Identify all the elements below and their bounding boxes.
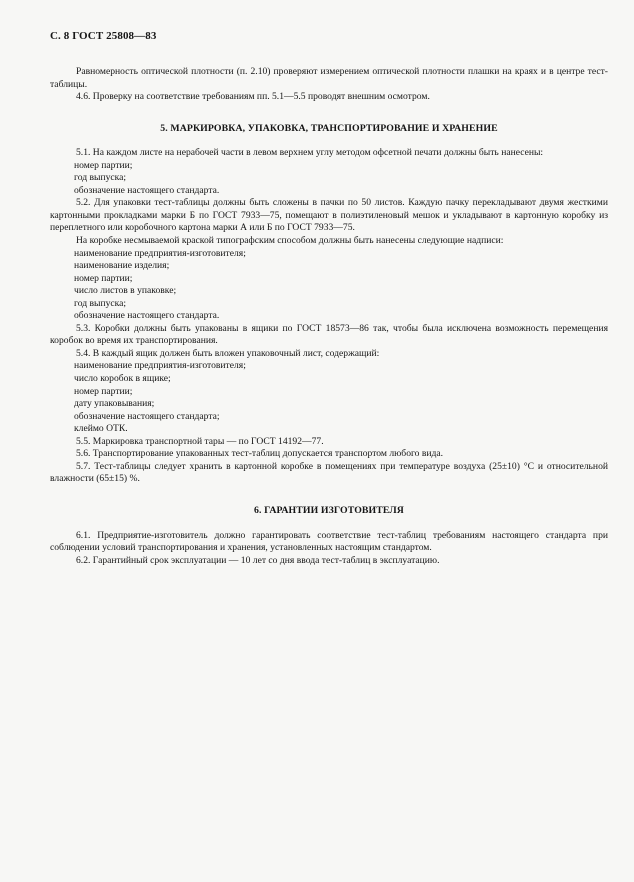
- list-item: год выпуска;: [74, 172, 127, 184]
- paragraph-uniformity: Равномерность оптической плотности (п. 2.10) проверяют измерением оптической плотности плашки на краях и в центре тест-таблицы.: [50, 66, 608, 90]
- paragraph-5-5: 5.5. Маркировка транспортной тары — по ГОСТ 14192—77.: [76, 435, 324, 447]
- list-item: обозначение настоящего стандарта.: [74, 310, 220, 322]
- list-item: обозначение настоящего стандарта.: [74, 184, 220, 196]
- list-item: год выпуска;: [74, 297, 127, 309]
- list-item: наименование предприятия-изготовителя;: [74, 360, 246, 372]
- list-item: номер партии;: [74, 272, 133, 284]
- list-item: клеймо ОТК.: [74, 423, 128, 435]
- paragraph-5-4: 5.4. В каждый ящик должен быть вложен упаковочный лист, содержащий:: [76, 347, 380, 359]
- paragraph-5-2: 5.2. Для упаковки тест-таблицы должны быть сложены в пачки по 50 листов. Каждую пачку перекладывают двумя жесткими картонными прокладками марки Б по ГОСТ 7933—75, помещают в полиэтиленовый мешок и укладывают в картонную коробку из переплетного или коробочного картона марки А или Б по ГОСТ 7933—75.: [50, 197, 608, 234]
- list-item: число листов в упаковке;: [74, 285, 177, 297]
- list-item: наименование изделия;: [74, 260, 170, 272]
- section-6-title: 6. ГАРАНТИИ ИЗГОТОВИТЕЛЯ: [254, 504, 404, 516]
- paragraph-5-7: 5.7. Тест-таблицы следует хранить в картонной коробке в помещениях при температуре воздуха (25±10) °С и относительной влажности (65±15) %.: [50, 460, 608, 485]
- list-item: дату упаковывания;: [74, 398, 155, 410]
- section-5-title: 5. МАРКИРОВКА, УПАКОВКА, ТРАНСПОРТИРОВАНИЕ И ХРАНЕНИЕ: [160, 122, 498, 134]
- list-item: число коробок в ящике;: [74, 373, 171, 385]
- paragraph-box-labels: На коробке несмываемой краской типографским способом должны быть нанесены следующие надписи:: [76, 235, 504, 247]
- document-body: [50, 66, 608, 567]
- list-item: номер партии;: [74, 385, 133, 397]
- list-item: номер партии;: [74, 159, 133, 171]
- paragraph-6-2: 6.2. Гарантийный срок эксплуатации — 10 лет со дня ввода тест-таблиц в эксплуатацию.: [76, 554, 440, 566]
- paragraph-6-1: 6.1. Предприятие-изготовитель должно гарантировать соответствие тест-таблиц требованиям настоящего стандарта при соблюдении условий транспортирования и хранения, установленных настоящим стандартом.: [50, 529, 608, 554]
- page-header: С. 8 ГОСТ 25808—83: [50, 30, 157, 42]
- paragraph-5-6: 5.6. Транспортирование упакованных тест-таблиц допускается транспортом любого вида.: [76, 448, 444, 460]
- paragraph-5-3: 5.3. Коробки должны быть упакованы в ящики по ГОСТ 18573—86 так, чтобы была исключена возможность перемещения коробок во время их транспортирования.: [50, 322, 608, 347]
- paragraph-5-1: 5.1. На каждом листе на нерабочей части в левом верхнем углу методом офсетной печати должны быть нанесены:: [76, 147, 544, 159]
- paragraph-4-6: 4.6. Проверку на соответствие требованиям пп. 5.1—5.5 проводят внешним осмотром.: [76, 91, 430, 103]
- list-item: обозначение настоящего стандарта;: [74, 410, 220, 422]
- list-item: наименование предприятия-изготовителя;: [74, 247, 246, 259]
